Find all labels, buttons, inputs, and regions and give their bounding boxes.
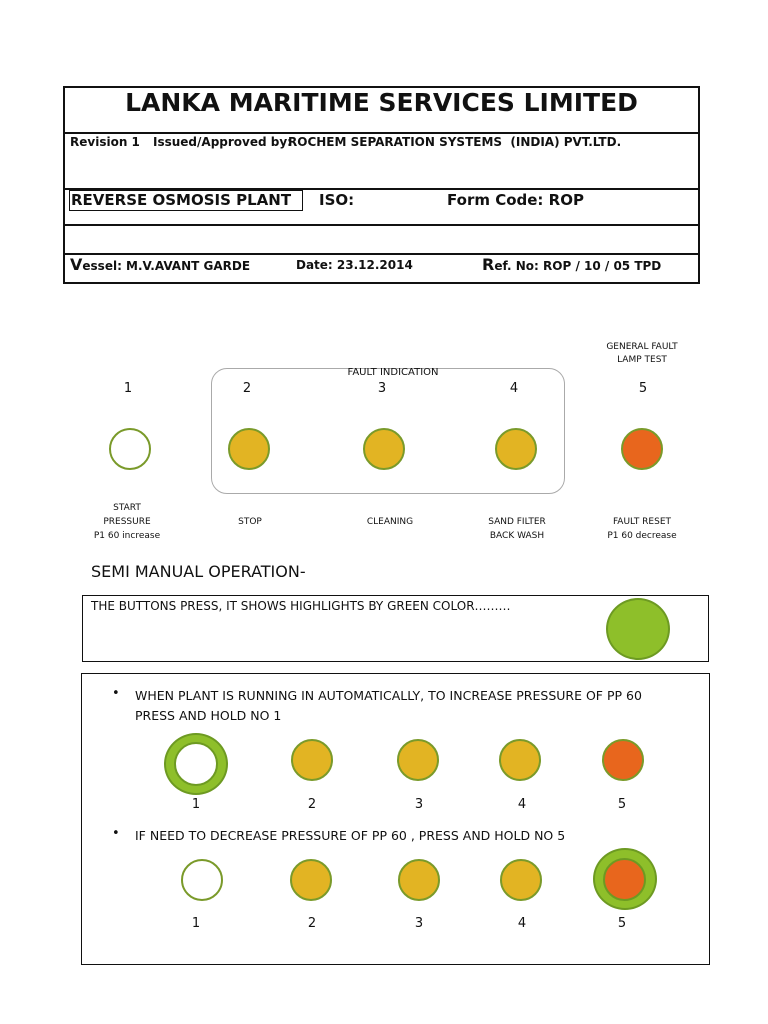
fault-reset-label: FAULT RESET (612, 517, 672, 527)
bullet-2-symbol: • (112, 826, 120, 841)
decrease-lamp-3[interactable] (398, 859, 440, 901)
issued-label: Issued/Approved by: (153, 135, 292, 149)
row1-number-2: 2 (307, 797, 317, 812)
increase-lamp-4[interactable] (499, 739, 541, 781)
row2-number-5: 5 (617, 916, 627, 931)
plant-name: REVERSE OSMOSIS PLANT (71, 191, 292, 209)
back-wash-label: BACK WASH (489, 531, 545, 541)
lamp-number-1: 1 (123, 381, 133, 396)
revision-label: Revision 1 (70, 135, 140, 149)
date-field: Date: 23.12.2014 (296, 258, 413, 272)
increase-lamp-3[interactable] (397, 739, 439, 781)
stop-button-lamp[interactable] (228, 428, 270, 470)
sand-filter-label: SAND FILTER (488, 517, 546, 527)
decrease-lamp-4[interactable] (500, 859, 542, 901)
sand-filter-button-lamp[interactable] (495, 428, 537, 470)
row2-number-4: 4 (517, 916, 527, 931)
start-label: START (113, 503, 141, 513)
pressure-label: PRESSURE (103, 517, 151, 527)
green-highlight-lamp (606, 598, 670, 660)
lamp-number-4: 4 (509, 381, 519, 396)
decrease-lamp-5[interactable] (603, 858, 646, 901)
p1-decrease-label: P1 60 decrease (607, 531, 677, 541)
cleaning-label: CLEANING (366, 517, 414, 527)
decrease-lamp-1[interactable] (181, 859, 223, 901)
increase-lamp-2[interactable] (291, 739, 333, 781)
row2-number-2: 2 (307, 916, 317, 931)
general-fault-label: GENERAL FAULT (606, 342, 678, 352)
increase-lamp-5[interactable] (602, 739, 644, 781)
semi-manual-heading: SEMI MANUAL OPERATION- (91, 562, 306, 581)
lamp-number-3: 3 (377, 381, 387, 396)
ref-initial: R (482, 255, 495, 274)
row1-number-3: 3 (414, 797, 424, 812)
start-button-lamp[interactable] (109, 428, 151, 470)
lamp-number-2: 2 (242, 381, 252, 396)
row2-number-1: 1 (191, 916, 201, 931)
header-divider (65, 224, 698, 226)
fault-indication-label: FAULT INDICATION (347, 367, 439, 378)
form-code: Form Code: ROP (447, 191, 584, 209)
row1-number-1: 1 (191, 797, 201, 812)
row1-number-4: 4 (517, 797, 527, 812)
bullet-1-line-1: WHEN PLANT IS RUNNING IN AUTOMATICALLY, TO INCREASE PRESSURE OF PP 60 (135, 688, 642, 703)
highlight-note: THE BUTTONS PRESS, IT SHOWS HIGHLIGHTS BY GREEN COLOR……… (91, 599, 511, 613)
row1-number-5: 5 (617, 797, 627, 812)
decrease-lamp-2[interactable] (290, 859, 332, 901)
issued-value: ROCHEM SEPARATION SYSTEMS (INDIA) PVT.LTD. (288, 135, 622, 149)
row2-number-3: 3 (414, 916, 424, 931)
cleaning-button-lamp[interactable] (363, 428, 405, 470)
stop-label: STOP (238, 517, 262, 527)
ref-field (482, 255, 661, 274)
increase-lamp-1[interactable] (174, 742, 218, 786)
header-divider (65, 132, 698, 134)
lamp-number-5: 5 (638, 381, 648, 396)
p1-increase-label: P1 60 increase (93, 531, 161, 541)
fault-reset-button-lamp[interactable] (621, 428, 663, 470)
iso-label: ISO: (319, 191, 355, 209)
bullet-1-symbol: • (112, 686, 120, 701)
bullet-1-line-2: PRESS AND HOLD NO 1 (135, 708, 282, 723)
company-name: LANKA MARITIME SERVICES LIMITED (125, 88, 638, 117)
vessel-initial: V (70, 255, 83, 274)
lamp-test-label: LAMP TEST (617, 355, 667, 365)
vessel-field (70, 255, 250, 274)
bullet-2-text: IF NEED TO DECREASE PRESSURE OF PP 60 , PRESS AND HOLD NO 5 (135, 828, 566, 843)
ref-value: ef. No: ROP / 10 / 05 TPD (494, 259, 662, 273)
vessel-value: essel: M.V.AVANT GARDE (82, 259, 251, 273)
